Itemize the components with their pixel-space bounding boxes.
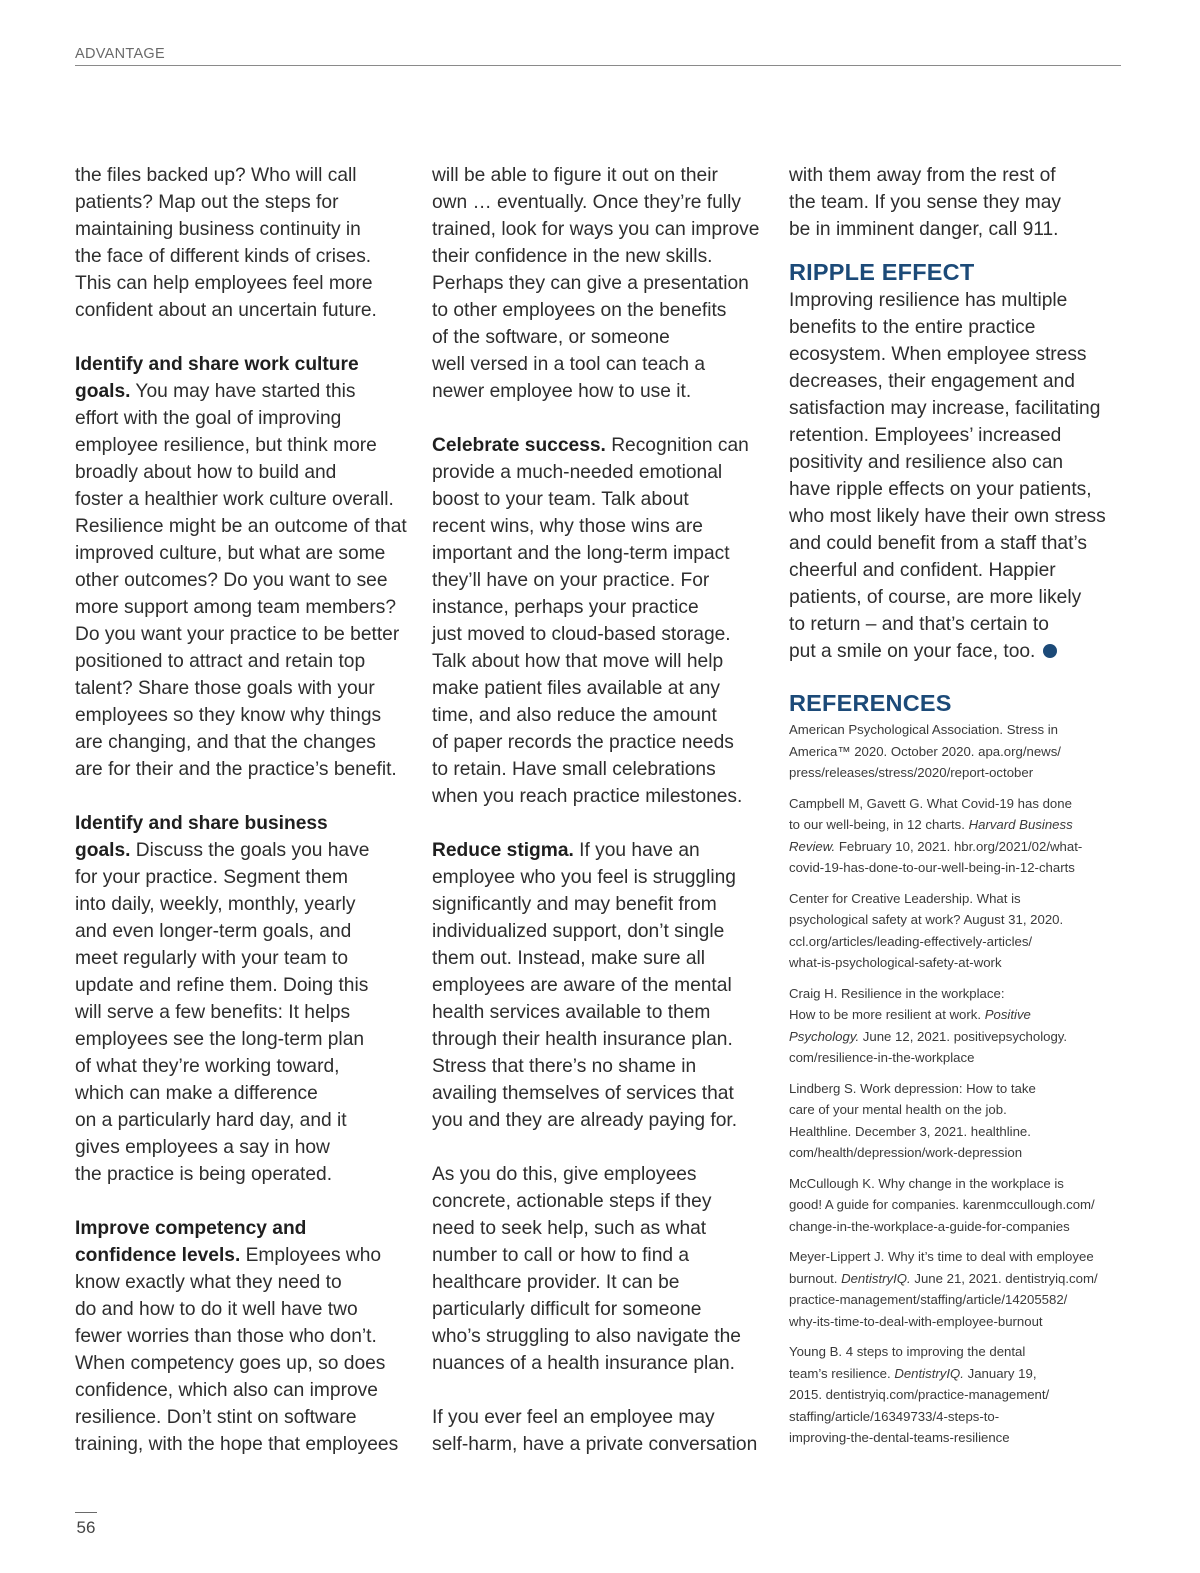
paragraph-lead-in: goals. <box>75 840 131 861</box>
reference-item: Meyer-Lippert J. Why it’s time to deal with employee burnout. DentistryIQ. June 21, 2021. dentistryiq.com/ practice-management/staffing/article/14205582/ why-its-time-to-deal-with-employee-burnout <box>789 1249 1098 1329</box>
reference-item: Craig H. Resilience in the workplace: How to be more resilient at work. Positive Psychology. June 12, 2021. positivepsychology. com/resilience-in-the-workplace <box>789 985 1068 1065</box>
end-of-article-dot-icon <box>1043 644 1057 658</box>
paragraph: with them away from the rest of the team. If you sense they may be in imminent danger, call 911. <box>789 165 1061 240</box>
reference-item: McCullough K. Why change in the workplace is good! A guide for companies. karenmccullough.com/ change-in-the-workplace-a-guide-for-companies <box>789 1175 1095 1234</box>
page-header <box>75 44 1121 66</box>
article-column-1 <box>75 162 420 1458</box>
reference-item: American Psychological Association. Stress in America™ 2020. October 2020. apa.org/news/ press/releases/stress/2020/report-october <box>789 722 1061 780</box>
paragraph-business-goals: Identify and share business goals. Discuss the goals you have for your practice. Segment them into daily, weekly, monthly, yearly and even longer-term goals, and meet regularly with your team to update and refine them. Doing this will serve a few benefits: It helps employees see the long-term plan of what they’re working toward, which can make a difference on a particularly hard day, and it gives employees a say in how the practice is being operated. <box>75 813 370 1185</box>
paragraph-lead-in: confidence levels. <box>75 1245 241 1266</box>
paragraph-lead-in: Reduce stigma. <box>432 840 574 861</box>
reference-item: Campbell M, Gavett G. What Covid-19 has done to our well-being, in 12 charts. Harvard Business Review. February 10, 2021. hbr.org/2021/02/what- covid-19-has-done-to-our-well-being-in-12-charts <box>789 795 1083 875</box>
reference-item: Center for Creative Leadership. What is psychological safety at work? August 31, 2020. ccl.org/articles/leading-effectively-articles/ what-is-psychological-safety-at-work <box>789 890 1064 970</box>
paragraph: the files backed up? Who will call patients? Map out the steps for maintaining business continuity in the face of different kinds of crises. This can help employees feel more confident about an uncertain future. <box>75 165 377 321</box>
reference-item: Lindberg S. Work depression: How to take care of your mental health on the job. Healthline. December 3, 2021. healthline. com/health/depression/work-depression <box>789 1080 1036 1160</box>
paragraph: As you do this, give employees concrete, actionable steps if they need to seek help, such as what number to call or how to find a healthcare provider. It can be particularly difficult for someone who’s struggling to also navigate the nuances of a health insurance plan. <box>432 1164 741 1374</box>
paragraph-reduce-stigma: Reduce stigma. If you have an employee who you feel is struggling significantly and may benefit from individualized support, don’t single them out. Instead, make sure all employees are aware of the mental health services available to them through their health insurance plan. Stress that there’s no shame in availing themselves of services that you and they are already paying for. <box>432 840 738 1131</box>
paragraph-lead-in: Identify and share business <box>75 813 328 834</box>
paragraph: If you ever feel an employee may self-harm, have a private conversation <box>432 1407 758 1455</box>
paragraph-competency: Improve competency and confidence levels. Employees who know exactly what they need to do and how to do it well have two fewer worries than those who don’t. When competency goes up, so does confidence, which also can improve resilience. Don’t stint on software training, with the hope that employees <box>75 1218 399 1455</box>
paragraph-lead-in: goals. <box>75 381 131 402</box>
section-label: ADVANTAGE <box>75 46 165 62</box>
paragraph: will be able to figure it out on their own … eventually. Once they’re fully trained, look for ways you can improve their confidence in the new skills. Perhaps they can give a presentation to other employees on the benefits of the software, or someone well versed in a tool can teach a newer employee how to use it. <box>432 165 760 402</box>
reference-item: Young B. 4 steps to improving the dental team’s resilience. DentistryIQ. January 19, 2015. dentistryiq.com/practice-management/ staffing/article/16349733/4-steps-to- improving-the-dental-teams-resilience <box>789 1344 1050 1445</box>
article-column-2 <box>432 162 777 1458</box>
ripple-effect-heading: RIPPLE EFFECT <box>789 259 975 285</box>
paragraph-celebrate-success: Celebrate success. Recognition can provide a much-needed emotional boost to your team. Talk about recent wins, why those wins are important and the long-term impact they’ll have on your practice. For instance, perhaps your practice just moved to cloud-based storage. Talk about how that move will help make patient files available at any time, and also reduce the amount of paper records the practice needs to retain. Have small celebrations when you reach practice milestones. <box>432 435 749 807</box>
ripple-effect-paragraph: Improving resilience has multiple benefits to the entire practice ecosystem. When employee stress decreases, their engagement and satisfaction may increase, facilitating retention. Employees’ increased positivity and resilience also can have ripple effects on your patients, who most likely have their own stress and could benefit from a staff that’s cheerful and confident. Happier patients, of course, are more likely to return – and that’s certain to put a smile on your face, too. <box>789 290 1106 662</box>
paragraph-work-culture-goals: Identify and share work culture goals. You may have started this effort with the goal of improving employee resilience, but think more broadly about how to build and foster a healthier work culture overall. Resilience might be an outcome of that improved culture, but what are some other outcomes? Do you want to see more support among team members? Do you want your practice to be better positioned to attract and retain top talent? Share those goals with your employees so they know why things are changing, and that the changes are for their and the practice’s benefit. <box>75 354 407 780</box>
page-number: 56 <box>75 1512 97 1538</box>
paragraph-lead-in: Celebrate success. <box>432 435 606 456</box>
article-column-3 <box>789 162 1129 1458</box>
references-heading: REFERENCES <box>789 690 952 716</box>
paragraph-lead-in: Identify and share work culture <box>75 354 359 375</box>
paragraph-lead-in: Improve competency and <box>75 1218 307 1239</box>
